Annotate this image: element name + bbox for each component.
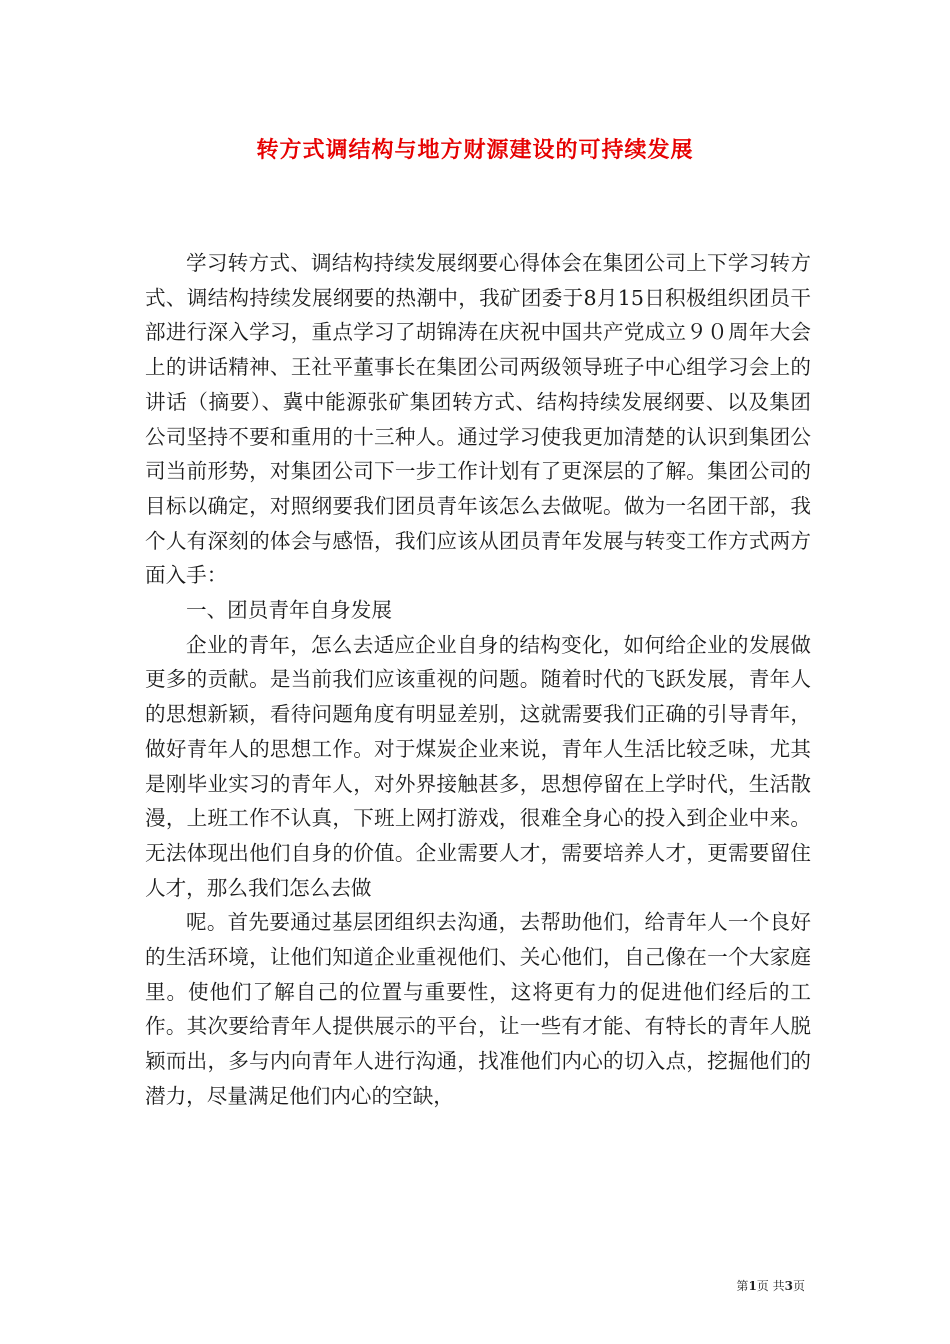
page-number-footer xyxy=(736,1278,805,1294)
footer-prefix: 第 xyxy=(736,1279,749,1293)
paragraph-continuation: 呢。首先要通过基层团组织去沟通，去帮助他们，给青年人一个良好的生活环境，让他们知道企业重视他们、关心他们，自己像在一个大家庭里。使他们了解自己的位置与重要性，这将更有力的促进他们经后的工作。其次要给青年人提供展示的平台，让一些有才能、有特长的青年人脱颖而出，多与内向青年人进行沟通，找准他们内心的切入点，挖掘他们的潜力，尽量满足他们内心的空缺， xyxy=(145,910,811,1108)
document-body xyxy=(145,246,811,1114)
footer-current-page: 1 xyxy=(748,1279,757,1293)
document-title: 转方式调结构与地方财源建设的可持续发展 xyxy=(256,137,694,163)
section-heading: 一、团员青年自身发展 xyxy=(186,598,392,623)
footer-total-pages: 3 xyxy=(784,1279,793,1293)
footer-middle: 页 共 xyxy=(756,1279,785,1293)
paragraph-intro: 学习转方式、调结构持续发展纲要心得体会在集团公司上下学习转方式、调结构持续发展纲要的热潮中，我矿团委于8月15日积极组织团员干部进行深入学习，重点学习了胡锦涛在庆祝中国共产党成立９０周年大会上的讲话精神、王社平董事长在集团公司两级领导班子中心组学习会上的讲话（摘要）、冀中能源张矿集团转方式、结构持续发展纲要、以及集团公司坚持不要和重用的十三种人。通过学习使我更加清楚的认识到集团公司当前形势，对集团公司下一步工作计划有了更深层的了解。集团公司的目标以确定，对照纲要我们团员青年该怎么去做呢。做为一名团干部，我个人有深刻的体会与感悟，我们应该从团员青年发展与转变工作方式两方面入手： xyxy=(145,251,811,588)
paragraph-youth-development: 企业的青年，怎么去适应企业自身的结构变化，如何给企业的发展做更多的贡献。是当前我们应该重视的问题。随着时代的飞跃发展，青年人的思想新颖，看待问题角度有明显差别，这就需要我们正确的引导青年，做好青年人的思想工作。对于煤炭企业来说，青年人生活比较乏味，尤其是刚毕业实习的青年人，对外界接触甚多，思想停留在上学时代，生活散漫，上班工作不认真，下班上网打游戏，很难全身心的投入到企业中来。无法体现出他们自身的价值。企业需要人才，需要培养人才，更需要留住人才，那么我们怎么去做 xyxy=(145,632,811,900)
footer-suffix: 页 xyxy=(792,1279,805,1293)
